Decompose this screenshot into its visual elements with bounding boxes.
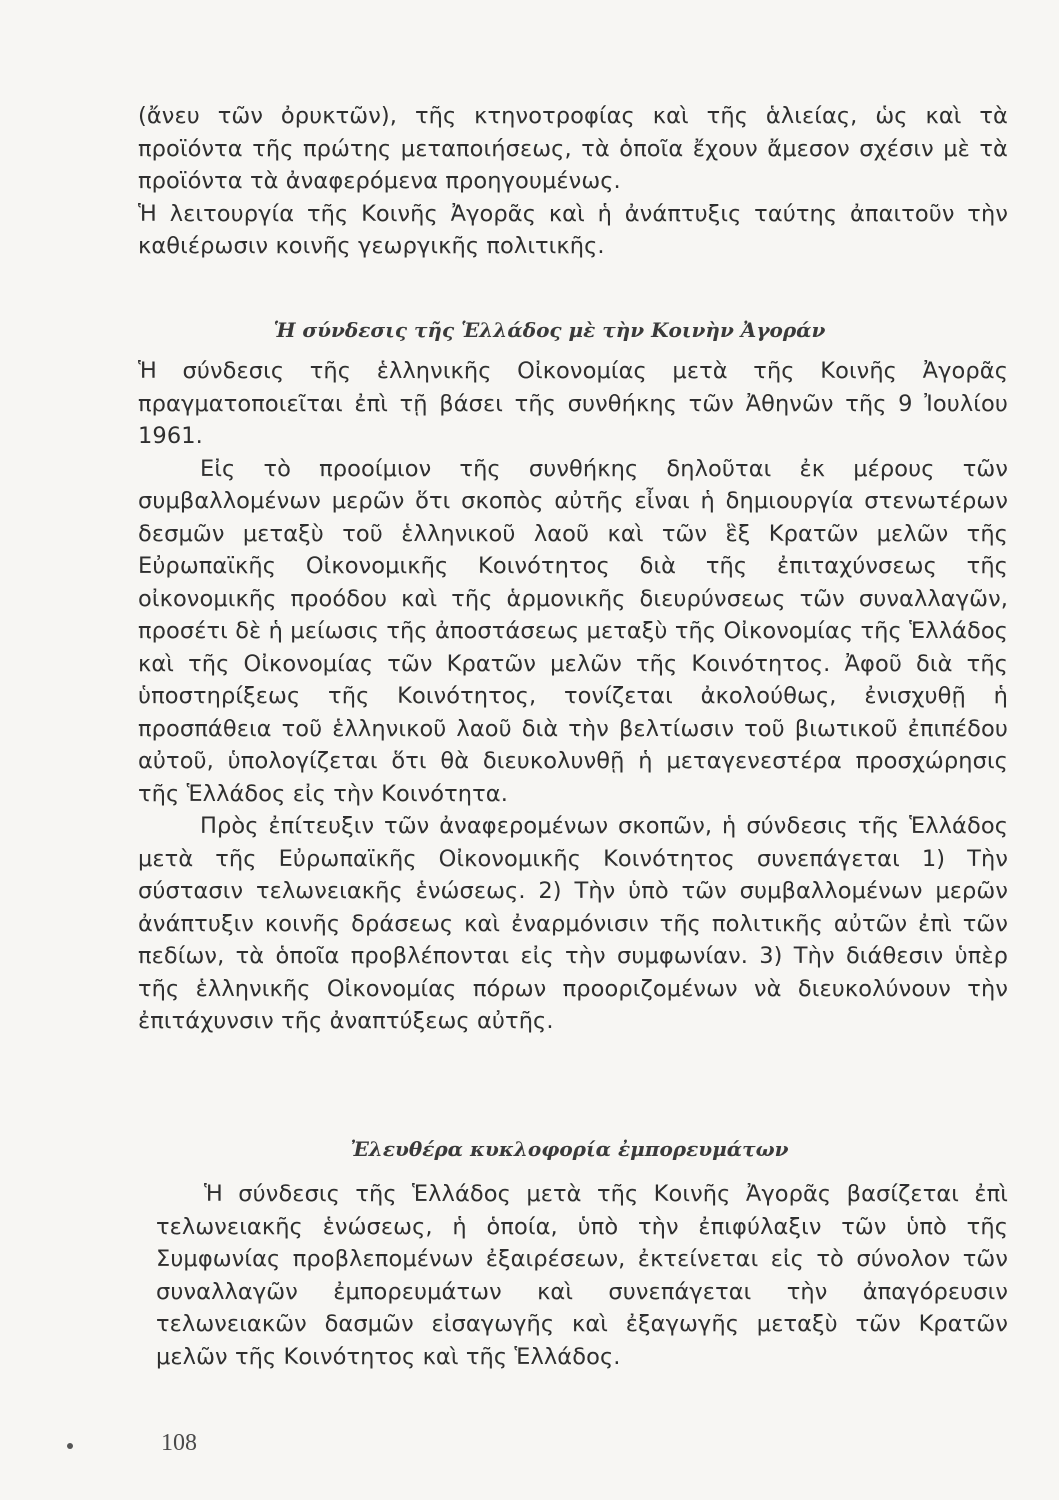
page-number: 108: [161, 1430, 197, 1456]
paragraph: Πρὸς ἐπίτευξιν τῶν ἀναφερομένων σκοπῶν, ἡ σύνδεσις τῆς Ἑλλάδος μετὰ τῆς Εὐρωπαϊκῆς Οἰκονομικῆς Κοινότητος συνεπάγεται 1) Τὴν σύστασιν τελωνειακῆς ἑνώσεως. 2) Τὴν ὑπὸ τῶν συμβαλλομένων μερῶν ἀνάπτυξιν κοινῆς δράσεως καὶ ἐναρμόνισιν τῆς πολιτικῆς αὐτῶν ἐπὶ τῶν πεδίων, τὰ ὁποῖα προβλέπονται εἰς τὴν συμφωνίαν. 3) Τὴν διάθεσιν ὑπὲρ τῆς ἑλληνικῆς Οἰκονομίας πόρων προοριζομένων νὰ διευκολύνουν τὴν ἐπιτάχυνσιν τῆς ἀναπτύξεως αὐτῆς.: [138, 813, 1008, 1034]
paragraph: Ἡ λειτουργία τῆς Κοινῆς Ἀγορᾶς καὶ ἡ ἀνάπτυξις ταύτης ἀπαιτοῦν τὴν καθιέρωσιν κοινῆς γεωργικῆς πολιτικῆς.: [138, 200, 1008, 259]
margin-dot: [67, 1443, 73, 1449]
paragraph: Ἡ σύνδεσις τῆς Ἑλλάδος μετὰ τῆς Κοινῆς Ἀγορᾶς βασίζεται ἐπὶ τελωνειακῆς ἑνώσεως, ἡ ὁποία, ὑπὸ τὴν ἐπιφύλαξιν τῶν ὑπὸ τῆς Συμφωνίας προβλεπομένων ἐξαιρέσεων, ἐκτείνεται εἰς τὸ σύνολον τῶν συναλλαγῶν ἐμπορευμάτων καὶ συνεπάγεται τὴν ἀπαγόρευσιν τελωνειακῶν δασμῶν εἰσαγωγῆς καὶ ἐξαγωγῆς μεταξὺ τῶν Κρατῶν μελῶν τῆς Κοινότητος καὶ τῆς Ἑλλάδος.: [156, 1181, 1008, 1370]
text-block-free-movement: [156, 1178, 1008, 1373]
paragraph: Εἰς τὸ προοίμιον τῆς συνθήκης δηλοῦται ἐκ μέρους τῶν συμβαλλομένων μερῶν ὅτι σκοπὸς αὐτῆς εἶναι ἡ δημιουργία στενωτέρων δεσμῶν μεταξὺ τοῦ ἑλληνικοῦ λαοῦ καὶ τῶν ἓξ Κρατῶν μελῶν τῆς Εὐρωπαϊκῆς Οἰκονομικῆς Κοινότητος διὰ τῆς ἐπιταχύνσεως τῆς οἰκονομικῆς προόδου καὶ τῆς ἁρμονικῆς διευρύνσεως τῶν συναλλαγῶν, προσέτι δὲ ἡ μείωσις τῆς ἀποστάσεως μεταξὺ τῆς Οἰκονομίας τῆς Ἑλλάδος καὶ τῆς Οἰκονομίας τῶν Κρατῶν μελῶν τῆς Κοινότητος. Ἀφοῦ διὰ τῆς ὑποστηρίξεως τῆς Κοινότητος, τονίζεται ἀκολούθως, ἐνισχυθῇ ἡ προσπάθεια τοῦ ἑλληνικοῦ λαοῦ διὰ τὴν βελτίωσιν τοῦ βιωτικοῦ ἐπιπέδου αὐτοῦ, ὑπολογίζεται ὅτι θὰ διευκολυνθῇ ἡ μεταγενεστέρα προσχώρησις τῆς Ἑλλάδος εἰς τὴν Κοινότητα.: [138, 455, 1008, 807]
text-block-association: [138, 355, 1008, 1038]
section-heading: Ἡ σύνδεσις τῆς Ἑλλάδος μὲ τὴν Κοινὴν Ἀγοράν: [273, 318, 826, 342]
text-block-intro: [138, 100, 1008, 263]
paragraph: (ἄνευ τῶν ὀρυκτῶν), τῆς κτηνοτροφίας καὶ τῆς ἁλιείας, ὡς καὶ τὰ προϊόντα τῆς πρώτης μεταποιήσεως, τὰ ὁποῖα ἔχουν ἄμεσον σχέσιν μὲ τὰ προϊόντα τὰ ἀναφερόμενα προηγουμένως.: [138, 103, 1008, 194]
paragraph: Ἡ σύνδεσις τῆς ἑλληνικῆς Οἰκονομίας μετὰ τῆς Κοινῆς Ἀγορᾶς πραγματοποιεῖται ἐπὶ τῇ βάσει τῆς συνθήκης τῶν Ἀθηνῶν τῆς 9 Ἰουλίου 1961.: [138, 358, 1008, 449]
section-heading: Ἐλευθέρα κυκλοφορία ἐμπορευμάτων: [350, 1137, 789, 1161]
